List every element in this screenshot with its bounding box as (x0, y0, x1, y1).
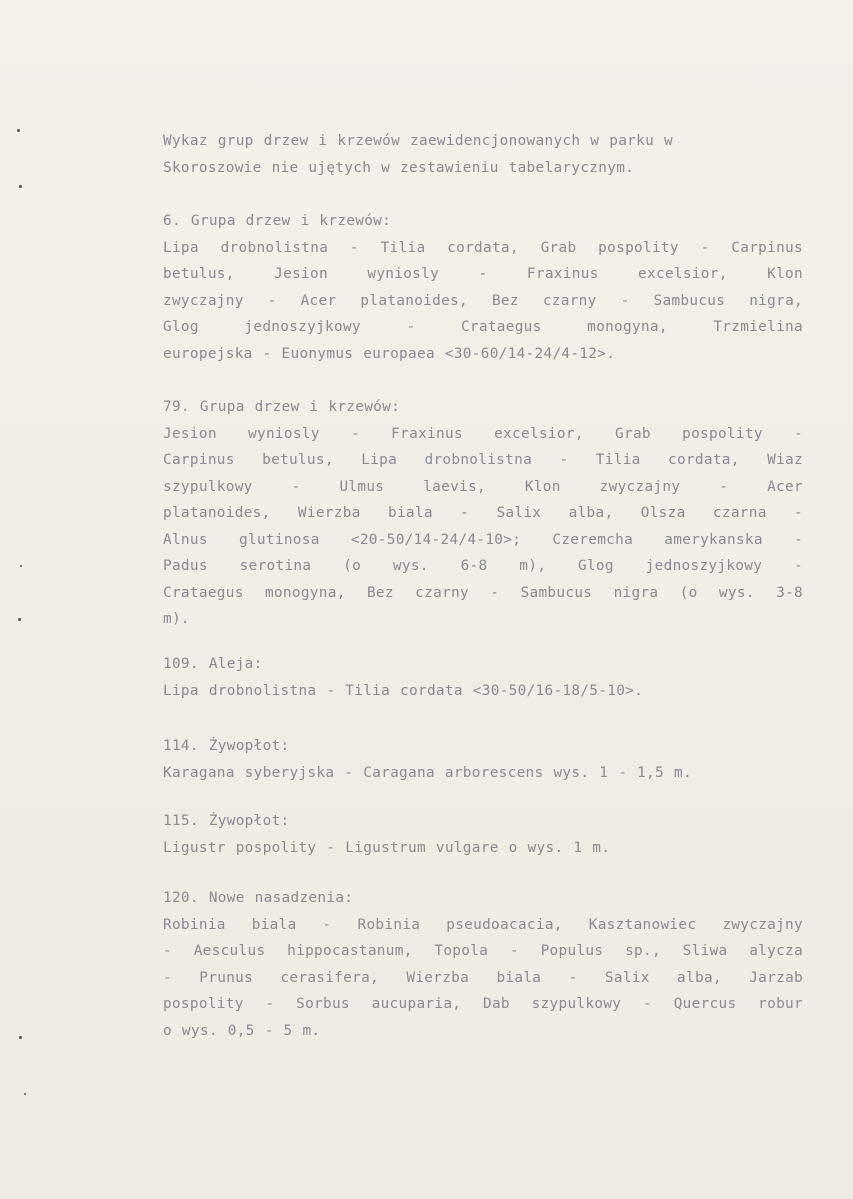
scan-speck (24, 1093, 26, 1095)
section-line: - Prunus cerasifera, Wierzba biala - Salix alba, Jarzab (163, 969, 803, 986)
section-line: Karagana syberyjska - Caragana arborescens wys. 1 - 1,5 m. (163, 764, 692, 781)
section-line: Carpinus betulus, Lipa drobnolistna - Tilia cordata, Wiaz (163, 452, 803, 468)
section-heading: 115. Żywopłot: (163, 813, 290, 829)
section-79 (163, 394, 813, 633)
section-line: zwyczajny - Acer platanoides, Bez czarny - Sambucus nigra, (163, 292, 803, 309)
section-115 (163, 808, 813, 861)
section-heading: 79. Grupa drzew i krzewów: (163, 399, 401, 415)
section-line: Crataegus monogyna, Bez czarny - Sambucus nigra (o wys. 3-8 (163, 584, 803, 601)
scan-speck (19, 1036, 22, 1039)
section-line: Padus serotina (o wys. 6-8 m), Glog jednoszyjkowy - (163, 558, 803, 574)
section-line: m). (163, 611, 190, 627)
scan-speck (17, 129, 20, 132)
section-line: europejska - Euonymus europaea <30-60/14-24/4-12>. (163, 345, 616, 362)
intro-line: Skoroszowie nie ujętych w zestawieniu tabelarycznym. (163, 159, 635, 176)
section-line: Alnus glutinosa <20-50/14-24/4-10>; Czeremcha amerykanska - (163, 531, 803, 548)
section-heading: 6. Grupa drzew i krzewów: (163, 213, 392, 229)
section-line: Lipa drobnolistna - Tilia cordata <30-50/16-18/5-10>. (163, 682, 644, 699)
section-line: pospolity - Sorbus aucuparia, Dab szypulkowy - Quercus robur (163, 996, 803, 1012)
section-line: platanoides, Wierzba biala - Salix alba, Olsza czarna - (163, 505, 803, 521)
section-line: Lipa drobnolistna - Tilia cordata, Grab pospolity - Carpinus (163, 239, 803, 256)
section-heading: 109. Aleja: (163, 656, 263, 672)
section-114 (163, 733, 813, 786)
section-heading: 114. Żywopłot: (163, 738, 290, 754)
section-6 (163, 208, 813, 367)
intro-line: Wykaz grup drzew i krzewów zaewidencjonowanych w parku w (163, 133, 673, 149)
section-109 (163, 651, 813, 704)
section-line: Jesion wyniosly - Fraxinus excelsior, Grab pospolity - (163, 425, 803, 442)
section-line: - Aesculus hippocastanum, Topola - Populus sp., Sliwa alycza (163, 943, 803, 959)
section-line: o wys. 0,5 - 5 m. (163, 1022, 321, 1039)
section-line: betulus, Jesion wyniosly - Fraxinus excelsior, Klon (163, 266, 803, 282)
section-line: szypulkowy - Ulmus laevis, Klon zwyczajny - Acer (163, 478, 803, 495)
scan-speck (19, 185, 22, 188)
section-line: Ligustr pospolity - Ligustrum vulgare o wys. 1 m. (163, 839, 611, 856)
section-heading: 120. Nowe nasadzenia: (163, 890, 354, 906)
section-line: Glog jednoszyjkowy - Crataegus monogyna, Trzmielina (163, 319, 803, 335)
section-line: Robinia biala - Robinia pseudoacacia, Kasztanowiec zwyczajny (163, 916, 803, 933)
scan-speck (20, 565, 22, 567)
scan-speck (18, 618, 21, 621)
intro-paragraph (163, 128, 813, 181)
section-120 (163, 885, 813, 1044)
